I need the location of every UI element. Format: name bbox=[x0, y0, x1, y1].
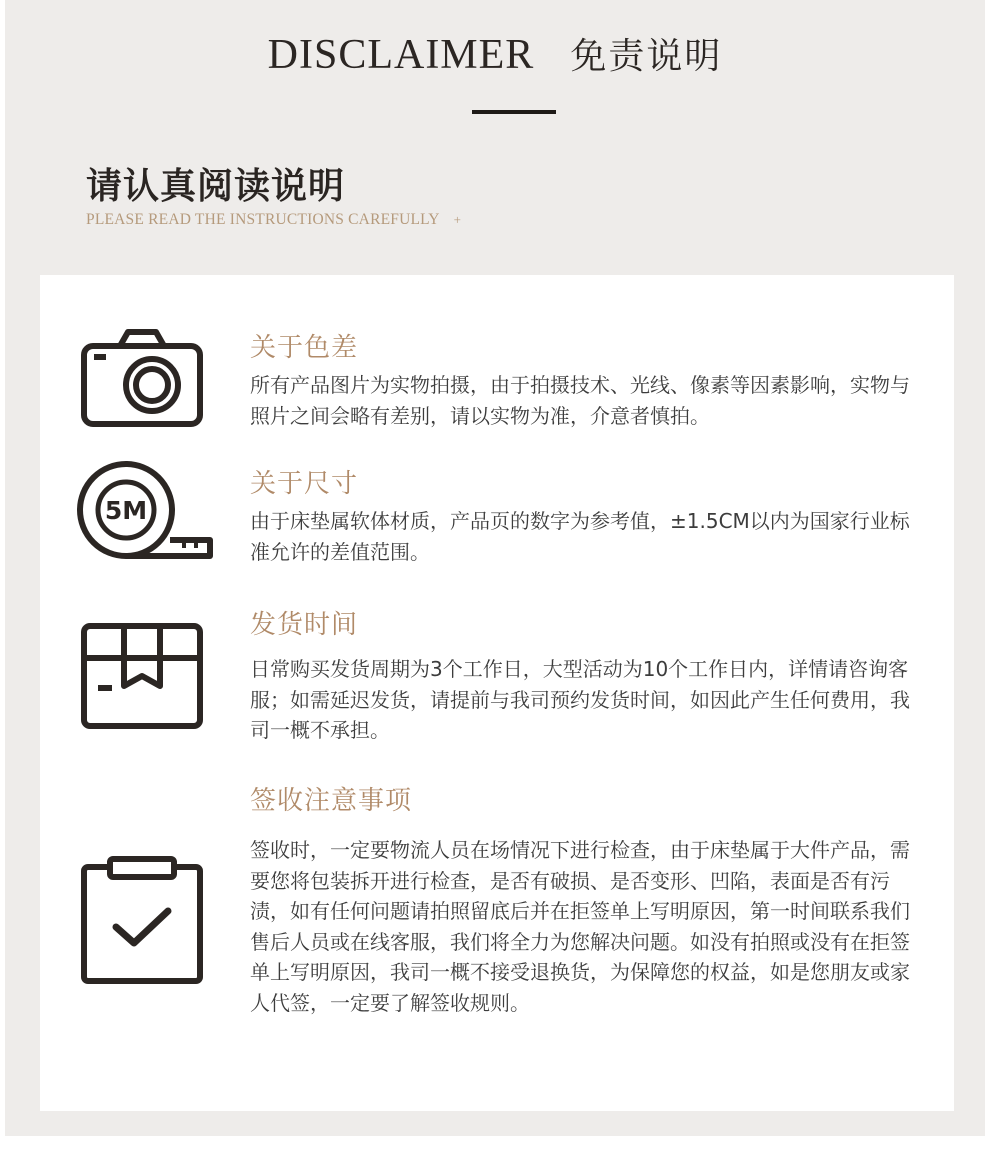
intro-subheading-mark: + bbox=[453, 212, 462, 227]
page-title bbox=[0, 28, 990, 79]
package-box-icon bbox=[80, 622, 204, 730]
item-title-color: 关于色差 bbox=[250, 333, 359, 363]
camera-icon bbox=[80, 328, 204, 428]
item-body-shipping: 日常购买发货周期为3个工作日，大型活动为10个工作日内，详情请咨询客服；如需延迟发货，请提前与我司预约发货时间，如因此产生任何费用，我司一概不承担。 bbox=[250, 657, 910, 742]
item-body-size: 由于床垫属软体材质，产品页的数字为参考值，±1.5CM以内为国家行业标准允许的差值范围。 bbox=[250, 509, 910, 564]
item-title-receipt: 签收注意事项 bbox=[250, 786, 413, 816]
title-divider bbox=[472, 110, 556, 114]
page-title-chinese: 免责说明 bbox=[570, 36, 723, 77]
intro-subheading-text: PLEASE READ THE INSTRUCTIONS CAREFULLY bbox=[86, 211, 440, 228]
item-body-color: 所有产品图片为实物拍摄，由于拍摄技术、光线、像素等因素影响，实物与照片之间会略有差别，请以实物为准，介意者慎拍。 bbox=[250, 373, 910, 428]
item-title-shipping: 发货时间 bbox=[250, 610, 359, 640]
intro-heading: 请认真阅读说明 bbox=[86, 166, 346, 207]
tape-measure-icon bbox=[76, 458, 216, 568]
item-title-size: 关于尺寸 bbox=[250, 469, 359, 499]
item-body-receipt: 签收时，一定要物流人员在场情况下进行检查，由于床垫属于大件产品，需要您将包装拆开进行检查，是否有破损、是否变形、凹陷，表面是否有污渍，如有任何问题请拍照留底后并在拒签单上写明原因，第一时间联系我们售后人员或在线客服，我们将全力为您解决问题。如没有拍照或没有在拒签单上写明原因，我司一概不接受退换货，为保障您的权益，如是您朋友或家人代签，一定要了解签收规则。 bbox=[250, 838, 910, 1015]
clipboard-check-icon bbox=[80, 855, 204, 987]
page-title-english: DISCLAIMER bbox=[267, 32, 535, 78]
intro-subheading bbox=[86, 211, 461, 229]
tape-measure-label: 5M bbox=[104, 496, 148, 525]
